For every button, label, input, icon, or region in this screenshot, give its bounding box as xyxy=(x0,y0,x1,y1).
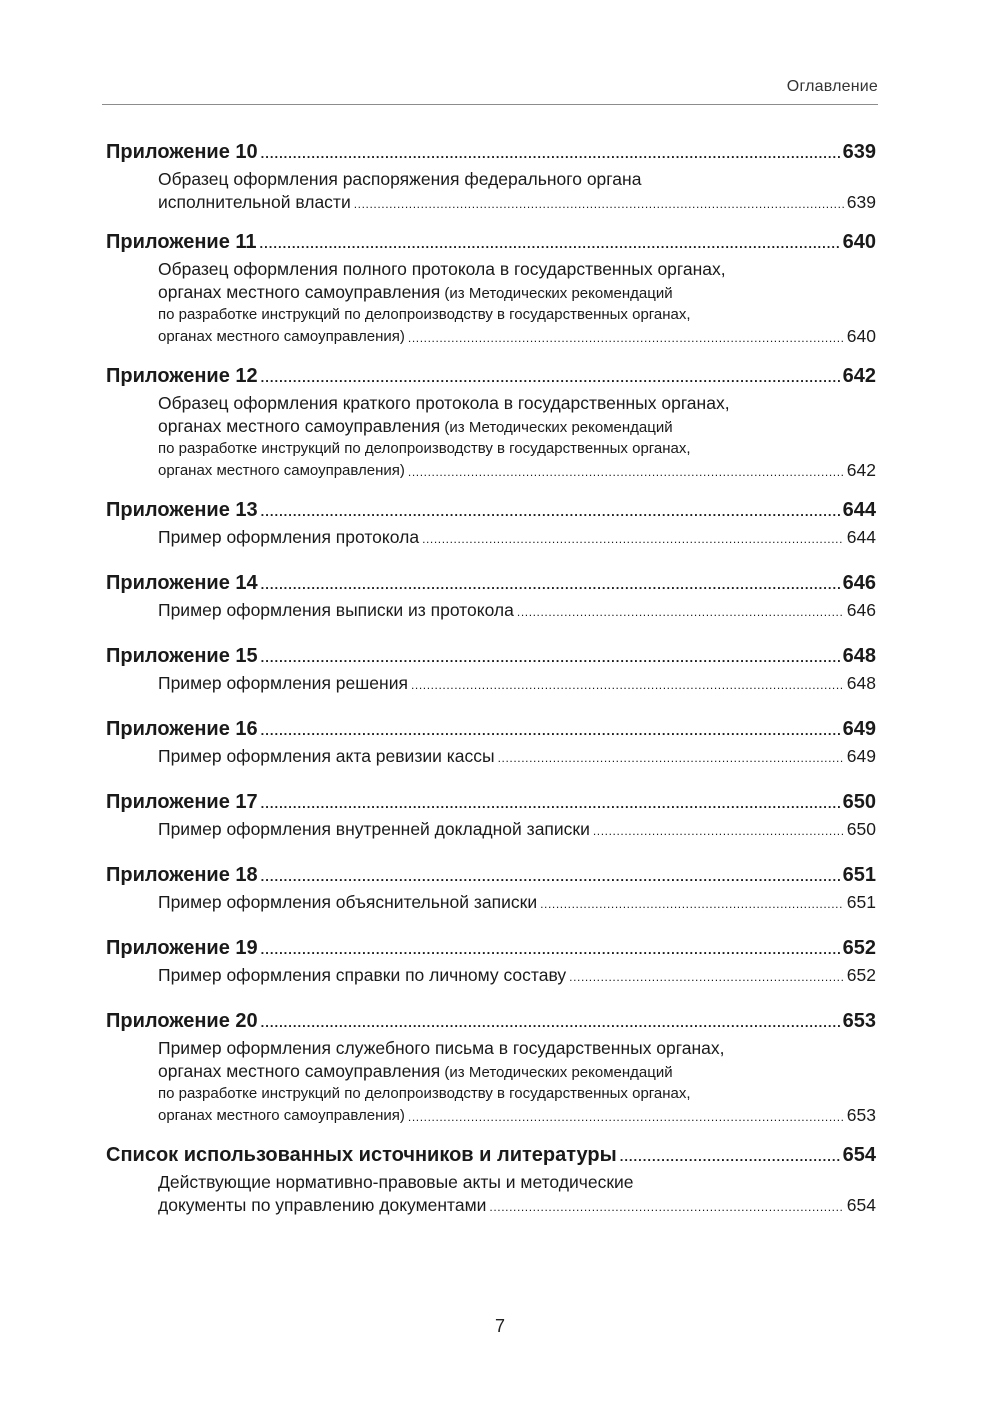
toc-entry[interactable] xyxy=(106,362,876,482)
toc-entry-page: 654 xyxy=(842,1144,876,1166)
leader-dots xyxy=(261,724,840,743)
toc-subentry-text: Пример оформления объяснительной записки xyxy=(158,892,538,912)
toc-subentry-page: 642 xyxy=(846,460,876,480)
toc-subentry[interactable] xyxy=(106,891,876,914)
toc-subentry-text: Пример оформления внутренней докладной записки xyxy=(158,819,590,839)
toc-subentry[interactable] xyxy=(106,818,876,841)
toc-subentry-text: Пример оформления справки по личному составу xyxy=(158,965,567,985)
toc-entry[interactable] xyxy=(106,569,876,622)
toc-entry-title: Приложение 10 xyxy=(106,141,258,163)
toc-main-line[interactable] xyxy=(106,496,876,524)
toc-main-line[interactable] xyxy=(106,788,876,816)
toc-subentry-note: (из Методических рекомендаций xyxy=(440,419,673,436)
leader-dots xyxy=(261,371,840,390)
toc-subentry-text: Пример оформления протокола xyxy=(158,527,420,547)
leader-dots xyxy=(540,898,844,914)
toc-subentry-last-line xyxy=(158,891,876,914)
toc-subentry-note: (из Методических рекомендаций xyxy=(440,1064,673,1081)
toc-entry[interactable] xyxy=(106,934,876,987)
toc-subentry-last-line xyxy=(158,191,876,214)
toc-entry-page: 646 xyxy=(842,572,876,594)
toc-main-line[interactable] xyxy=(106,228,876,256)
toc-entry-page: 651 xyxy=(842,864,876,886)
leader-dots xyxy=(498,752,844,768)
toc-subentry-page: 654 xyxy=(846,1195,876,1215)
toc-entry-title: Приложение 19 xyxy=(106,937,258,959)
toc-subentry-note: органах местного самоуправления) xyxy=(158,462,405,479)
toc-subentry-text: Пример оформления служебного письма в государственных органах, xyxy=(158,1038,725,1058)
toc-subentry[interactable] xyxy=(106,168,876,214)
toc-entry-title: Приложение 12 xyxy=(106,365,258,387)
toc-subentry-text: органах местного самоуправления xyxy=(158,282,441,302)
toc-main-line[interactable] xyxy=(106,715,876,743)
toc-subentry-page: 652 xyxy=(846,965,876,985)
toc-subentry-text: Действующие нормативно-правовые акты и методические xyxy=(158,1172,634,1192)
toc-entry[interactable] xyxy=(106,496,876,549)
toc-main-line[interactable] xyxy=(106,1007,876,1035)
toc-entry[interactable] xyxy=(106,1141,876,1217)
toc-entry-title: Приложение 16 xyxy=(106,718,258,740)
toc-subentry-last-line xyxy=(158,325,876,348)
toc-subentry-page: 651 xyxy=(846,892,876,912)
toc-subentry[interactable] xyxy=(106,964,876,987)
leader-dots xyxy=(354,198,844,214)
toc-main-line[interactable] xyxy=(106,569,876,597)
running-header-title: Оглавление xyxy=(786,78,878,95)
leader-dots xyxy=(261,147,840,166)
table-of-contents xyxy=(106,138,876,1225)
toc-subentry-last-line xyxy=(158,1194,876,1217)
toc-subentry-text: Пример оформления акта ревизии кассы xyxy=(158,746,495,766)
toc-subentry-note: органах местного самоуправления) xyxy=(158,1107,405,1124)
toc-subentry-note: по разработке инструкций по делопроизводству в государственных органах, xyxy=(158,306,691,323)
toc-subentry-page: 644 xyxy=(846,527,876,547)
toc-subentry-text: исполнительной власти xyxy=(158,192,351,212)
leader-dots xyxy=(261,943,840,962)
toc-entry-title: Приложение 13 xyxy=(106,499,258,521)
leader-dots xyxy=(593,825,844,841)
leader-dots xyxy=(408,1111,844,1127)
toc-entry[interactable] xyxy=(106,642,876,695)
toc-subentry-mixed-line xyxy=(158,1060,876,1084)
toc-entry[interactable] xyxy=(106,715,876,768)
toc-subentry[interactable] xyxy=(106,672,876,695)
toc-entry-title: Приложение 20 xyxy=(106,1010,258,1032)
toc-entry-title: Список использованных источников и литературы xyxy=(106,1144,617,1166)
toc-main-line[interactable] xyxy=(106,1141,876,1169)
toc-entry[interactable] xyxy=(106,861,876,914)
toc-subentry-note: органах местного самоуправления) xyxy=(158,328,405,345)
leader-dots xyxy=(489,1201,843,1217)
toc-subentry-last-line xyxy=(158,672,876,695)
leader-dots xyxy=(411,679,844,695)
toc-subentry[interactable] xyxy=(106,392,876,482)
leader-dots xyxy=(261,797,840,816)
toc-subentry-mixed-line xyxy=(158,281,876,305)
leader-dots xyxy=(569,971,844,987)
leader-dots xyxy=(408,332,844,348)
leader-dots xyxy=(517,606,844,622)
toc-main-line[interactable] xyxy=(106,362,876,390)
toc-entry-page: 639 xyxy=(842,141,876,163)
toc-subentry-text: Образец оформления полного протокола в государственных органах, xyxy=(158,259,726,279)
toc-subentry[interactable] xyxy=(106,599,876,622)
toc-subentry-mixed-line xyxy=(158,415,876,439)
leader-dots xyxy=(422,533,844,549)
toc-subentry-note: по разработке инструкций по делопроизводству в государственных органах, xyxy=(158,440,691,457)
leader-dots xyxy=(261,870,840,889)
toc-main-line[interactable] xyxy=(106,138,876,166)
toc-entry[interactable] xyxy=(106,138,876,214)
toc-entry-page: 652 xyxy=(842,937,876,959)
leader-dots xyxy=(408,466,844,482)
toc-subentry-text: документы по управлению документами xyxy=(158,1195,487,1215)
toc-subentry-page: 648 xyxy=(846,673,876,693)
toc-subentry-text: органах местного самоуправления xyxy=(158,1061,441,1081)
toc-subentry-page: 640 xyxy=(846,326,876,346)
toc-subentry-last-line xyxy=(158,526,876,549)
toc-main-line[interactable] xyxy=(106,861,876,889)
toc-subentry-page: 650 xyxy=(846,819,876,839)
toc-subentry[interactable] xyxy=(106,1171,876,1217)
toc-entry-page: 642 xyxy=(842,365,876,387)
toc-subentry-last-line xyxy=(158,459,876,482)
toc-subentry-page: 653 xyxy=(846,1105,876,1125)
toc-entry-page: 650 xyxy=(842,791,876,813)
toc-subentry[interactable] xyxy=(106,526,876,549)
toc-entry-page: 653 xyxy=(842,1010,876,1032)
toc-entry-page: 640 xyxy=(842,231,876,253)
leader-dots xyxy=(620,1150,840,1169)
toc-subentry-page: 639 xyxy=(846,192,876,212)
toc-entry[interactable] xyxy=(106,788,876,841)
toc-subentry-last-line xyxy=(158,964,876,987)
toc-subentry[interactable] xyxy=(106,1037,876,1127)
toc-subentry-page: 646 xyxy=(846,600,876,620)
leader-dots xyxy=(261,651,840,670)
toc-subentry[interactable] xyxy=(106,258,876,348)
toc-entry[interactable] xyxy=(106,228,876,348)
toc-subentry-text: Пример оформления выписки из протокола xyxy=(158,600,514,620)
toc-entry-page: 644 xyxy=(842,499,876,521)
toc-subentry-last-line xyxy=(158,745,876,768)
leader-dots xyxy=(261,1016,840,1035)
toc-subentry-note: (из Методических рекомендаций xyxy=(440,285,673,302)
toc-subentry-last-line xyxy=(158,818,876,841)
page-number: 7 xyxy=(494,1316,505,1336)
toc-subentry-note: по разработке инструкций по делопроизводству в государственных органах, xyxy=(158,1085,691,1102)
toc-subentry-text: Пример оформления решения xyxy=(158,673,408,693)
toc-subentry-last-line xyxy=(158,599,876,622)
toc-entry[interactable] xyxy=(106,1007,876,1127)
toc-entry-title: Приложение 18 xyxy=(106,864,258,886)
leader-dots xyxy=(261,578,840,597)
toc-entry-title: Приложение 15 xyxy=(106,645,258,667)
toc-entry-title: Приложение 17 xyxy=(106,791,258,813)
toc-subentry-last-line xyxy=(158,1104,876,1127)
toc-entry-title: Приложение 11 xyxy=(106,231,257,253)
toc-entry-page: 648 xyxy=(842,645,876,667)
toc-subentry[interactable] xyxy=(106,745,876,768)
toc-subentry-text: органах местного самоуправления xyxy=(158,416,441,436)
toc-subentry-text: Образец оформления распоряжения федерального органа xyxy=(158,169,642,189)
leader-dots xyxy=(261,505,840,524)
running-header xyxy=(102,78,878,105)
toc-subentry-page: 649 xyxy=(846,746,876,766)
toc-entry-title: Приложение 14 xyxy=(106,572,258,594)
toc-entry-page: 649 xyxy=(842,718,876,740)
toc-subentry-text: Образец оформления краткого протокола в государственных органах, xyxy=(158,393,730,413)
leader-dots xyxy=(260,237,840,256)
toc-main-line[interactable] xyxy=(106,934,876,962)
toc-main-line[interactable] xyxy=(106,642,876,670)
